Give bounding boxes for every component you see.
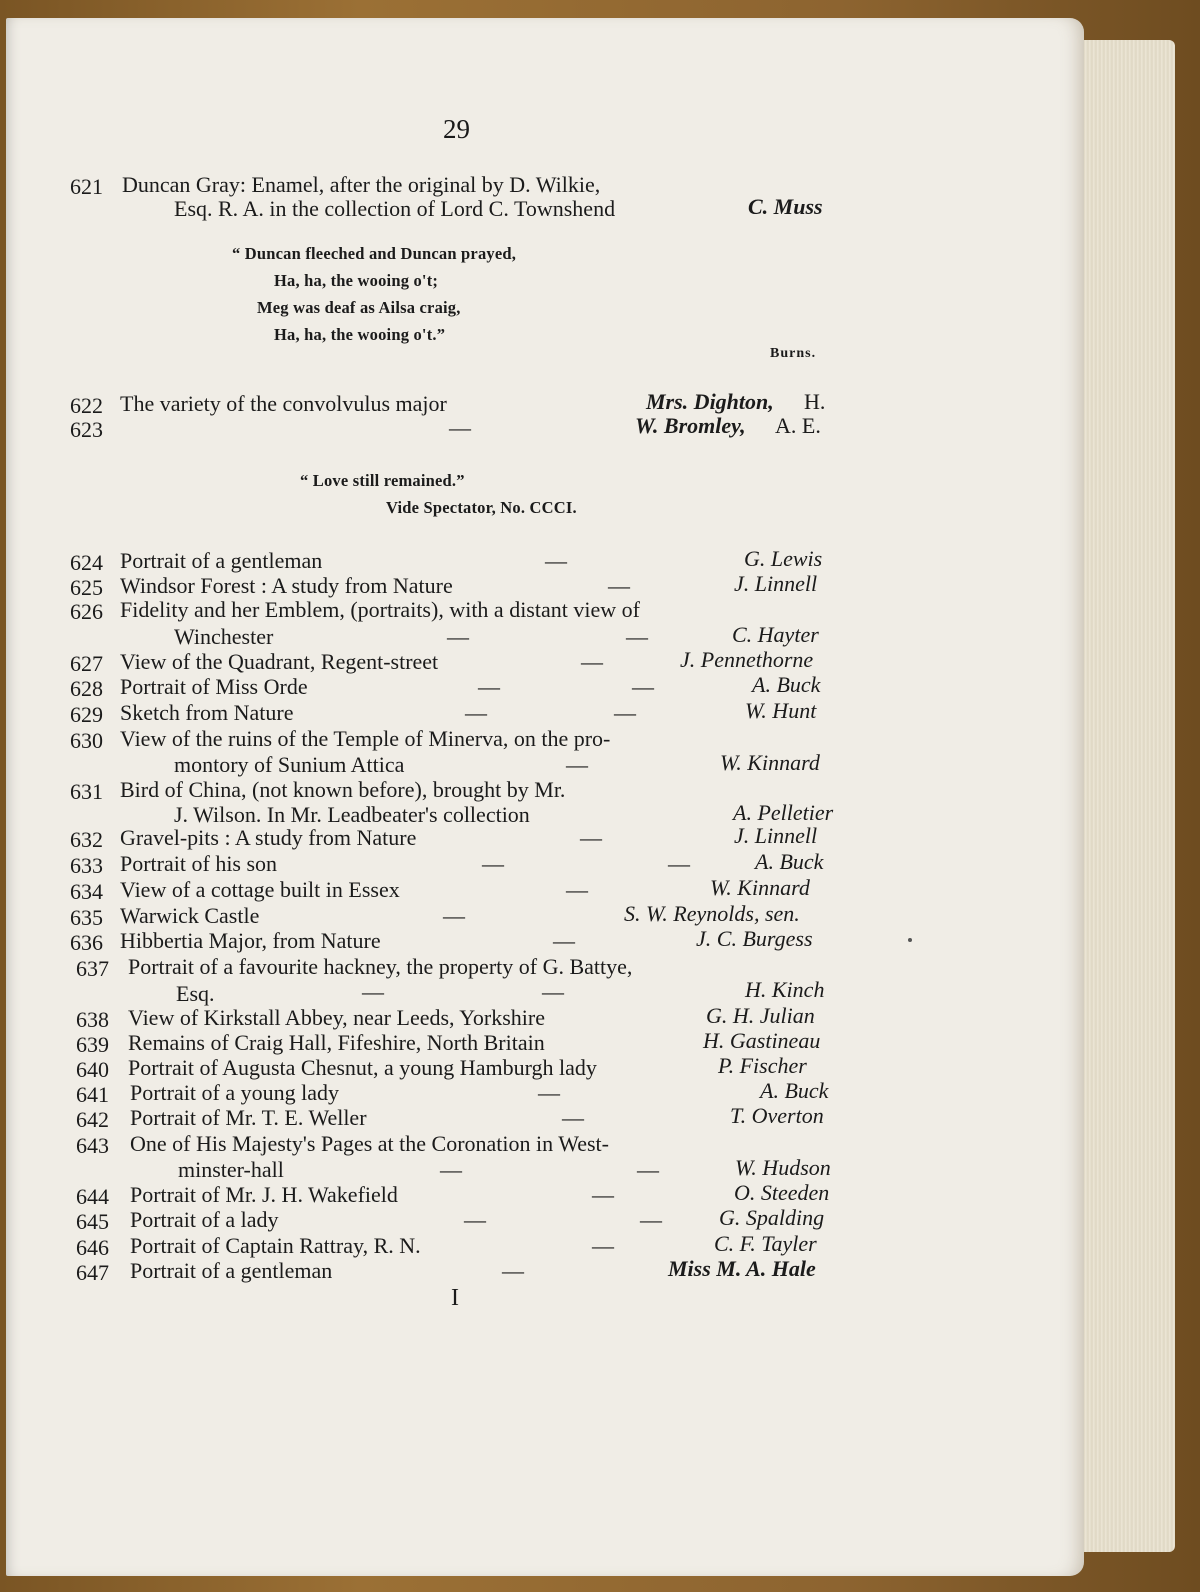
entry-number-632: 632 <box>70 827 103 852</box>
entry-artist-638: G. H. Julian <box>706 1003 815 1028</box>
signature-mark: I <box>451 1285 459 1311</box>
leader-dash: — <box>478 674 500 699</box>
entry-number-621: 621 <box>70 174 103 199</box>
entry-number-622: 622 <box>70 393 103 418</box>
entry-title-626-line2: Winchester <box>174 624 274 649</box>
entry-title-625: Windsor Forest : A study from Nature <box>120 573 453 598</box>
entry-title-629: Sketch from Nature <box>120 700 294 725</box>
entry-number-638: 638 <box>76 1007 109 1032</box>
entry-title-628: Portrait of Miss Orde <box>120 674 308 699</box>
leader-dash: — <box>542 979 564 1004</box>
entry-artist-627: J. Pennethorne <box>680 647 814 672</box>
leader-dash: — <box>553 928 575 953</box>
entry-artist-631: A. Pelletier <box>733 800 834 825</box>
entry-artist-625: J. Linnell <box>734 571 818 596</box>
entry-number-637: 637 <box>76 956 109 981</box>
leader-dash: — <box>614 700 636 725</box>
entry-number-639: 639 <box>76 1032 109 1057</box>
entry-artist-622: Mrs. Dighton, <box>646 389 774 414</box>
entry-number-628: 628 <box>70 676 103 701</box>
leader-dash: — <box>362 979 384 1004</box>
entry-artist-628: A. Buck <box>752 672 821 697</box>
entry-title-638: View of Kirkstall Abbey, near Leeds, Yorkshire <box>128 1005 546 1030</box>
entry-artist-642: T. Overton <box>730 1103 824 1128</box>
entry-title-630-line1: View of the ruins of the Temple of Minerva, on the pro- <box>120 726 611 751</box>
entry-artist-630: W. Kinnard <box>720 750 820 775</box>
entry-artist-646: C. F. Tayler <box>714 1231 817 1256</box>
entry-number-633: 633 <box>70 853 103 878</box>
entry-title-643-line1: One of His Majesty's Pages at the Coronation in West- <box>130 1131 609 1156</box>
leader-dash: — <box>632 674 654 699</box>
entry-artist-suffix-623: A. E. <box>775 413 821 438</box>
entry-title-631-line1: Bird of China, (not known before), brought by Mr. <box>120 777 566 802</box>
entry-number-631: 631 <box>70 779 103 804</box>
leader-dash: — <box>482 851 504 876</box>
entry-number-627: 627 <box>70 651 103 676</box>
entry-title-624: Portrait of a gentleman <box>120 548 323 573</box>
entry-number-623: 623 <box>70 417 103 442</box>
leader-dash: — <box>464 1207 486 1232</box>
entry-artist-624: G. Lewis <box>744 546 823 571</box>
entry-artist-623: W. Bromley, <box>635 413 746 438</box>
leader-dash: — <box>581 649 603 674</box>
leader-dash: — <box>447 624 469 649</box>
entry-number-625: 625 <box>70 575 103 600</box>
entry-title-622: The variety of the convolvulus major <box>120 391 447 416</box>
entry-number-634: 634 <box>70 879 103 904</box>
entry-artist-637: H. Kinch <box>745 977 825 1002</box>
paper-speck <box>908 938 912 942</box>
entry-title-626-line1: Fidelity and her Emblem, (portraits), with a distant view of <box>120 597 640 622</box>
entry-title-636: Hibbertia Major, from Nature <box>120 928 381 953</box>
leader-dash: — <box>608 573 630 598</box>
quote-621-attribution: Burns. <box>770 346 817 361</box>
entry-title-621-line2: Esq. R. A. in the collection of Lord C. Townshend <box>174 196 616 221</box>
entry-artist-645: G. Spalding <box>719 1205 825 1230</box>
entry-artist-633: A. Buck <box>755 849 824 874</box>
entry-number-624: 624 <box>70 550 103 575</box>
entry-number-640: 640 <box>76 1057 109 1082</box>
quote-623-line1: “ Love still remained.” <box>300 471 465 490</box>
entry-artist-640: P. Fischer <box>718 1053 807 1078</box>
entry-title-637-line1: Portrait of a favourite hackney, the property of G. Battye, <box>128 954 633 979</box>
entry-title-637-line2: Esq. <box>176 981 215 1006</box>
quote-623-line2: Vide Spectator, No. CCCI. <box>386 498 577 517</box>
leader-dash: — <box>637 1157 659 1182</box>
entry-artist-632: J. Linnell <box>734 823 818 848</box>
leader-dash: — <box>562 1105 584 1130</box>
entry-artist-635: S. W. Reynolds, sen. <box>624 901 800 926</box>
quote-621-line2: Ha, ha, the wooing o't; <box>274 271 439 290</box>
leader-dash: — <box>538 1080 560 1105</box>
entry-artist-634: W. Kinnard <box>710 875 810 900</box>
leader-dash: — <box>443 903 465 928</box>
entry-title-641: Portrait of a young lady <box>130 1080 339 1105</box>
entry-title-642: Portrait of Mr. T. E. Weller <box>130 1105 367 1130</box>
entry-title-631-line2: J. Wilson. In Mr. Leadbeater's collection <box>174 802 530 827</box>
entry-title-621-line1: Duncan Gray: Enamel, after the original by D. Wilkie, <box>122 172 601 197</box>
leader-dash: — <box>668 851 690 876</box>
entry-number-642: 642 <box>76 1107 109 1132</box>
entry-title-646: Portrait of Captain Rattray, R. N. <box>130 1233 421 1258</box>
entry-number-643: 643 <box>76 1133 109 1158</box>
quote-621-line1: “ Duncan fleeched and Duncan prayed, <box>232 244 517 263</box>
entry-artist-636: J. C. Burgess <box>696 926 813 951</box>
entry-title-645: Portrait of a lady <box>130 1207 279 1232</box>
entry-title-627: View of the Quadrant, Regent-street <box>120 649 439 674</box>
entry-number-626: 626 <box>70 599 103 624</box>
leader-dash: — <box>545 548 567 573</box>
entry-number-635: 635 <box>70 905 103 930</box>
entry-artist-626: C. Hayter <box>732 622 819 647</box>
quote-621-line4: Ha, ha, the wooing o't.” <box>274 325 446 344</box>
entry-title-647: Portrait of a gentleman <box>130 1258 333 1283</box>
leader-dash: — <box>440 1157 462 1182</box>
entry-title-632: Gravel-pits : A study from Nature <box>120 825 417 850</box>
leader-dash: — <box>640 1207 662 1232</box>
leader-dash: — <box>626 624 648 649</box>
entry-artist-641: A. Buck <box>760 1078 829 1103</box>
entry-title-623: — <box>449 415 471 440</box>
entry-title-635: Warwick Castle <box>120 903 260 928</box>
leader-dash: — <box>580 825 602 850</box>
leader-dash: — <box>592 1182 614 1207</box>
leader-dash: — <box>566 752 588 777</box>
entry-number-636: 636 <box>70 930 103 955</box>
entry-artist-621: C. Muss <box>748 194 823 219</box>
entry-artist-629: W. Hunt <box>745 698 817 723</box>
entry-artist-643: W. Hudson <box>735 1155 831 1180</box>
entry-artist-639: H. Gastineau <box>703 1028 821 1053</box>
entry-number-644: 644 <box>76 1184 109 1209</box>
entry-title-644: Portrait of Mr. J. H. Wakefield <box>130 1182 398 1207</box>
entry-number-647: 647 <box>76 1260 109 1285</box>
entry-title-633: Portrait of his son <box>120 851 278 876</box>
quote-621-line3: Meg was deaf as Ailsa craig, <box>257 298 461 317</box>
entry-title-630-line2: montory of Sunium Attica <box>174 752 405 777</box>
page-number: 29 <box>443 114 470 144</box>
entry-artist-suffix-622: H. <box>804 389 826 414</box>
entry-artist-644: O. Steeden <box>734 1180 830 1205</box>
entry-number-645: 645 <box>76 1209 109 1234</box>
entry-number-646: 646 <box>76 1235 109 1260</box>
entry-title-639: Remains of Craig Hall, Fifeshire, North Britain <box>128 1030 545 1055</box>
leader-dash: — <box>566 877 588 902</box>
entry-number-630: 630 <box>70 728 103 753</box>
entry-title-640: Portrait of Augusta Chesnut, a young Hamburgh lady <box>128 1055 597 1080</box>
entry-artist-647: Miss M. A. Hale <box>668 1256 816 1281</box>
leader-dash: — <box>592 1233 614 1258</box>
leader-dash: — <box>465 700 487 725</box>
entry-title-643-line2: minster-hall <box>178 1157 284 1182</box>
entry-number-641: 641 <box>76 1082 109 1107</box>
entry-number-629: 629 <box>70 702 103 727</box>
entry-title-634: View of a cottage built in Essex <box>120 877 400 902</box>
leader-dash: — <box>502 1258 524 1283</box>
page-edges <box>1070 40 1175 1552</box>
